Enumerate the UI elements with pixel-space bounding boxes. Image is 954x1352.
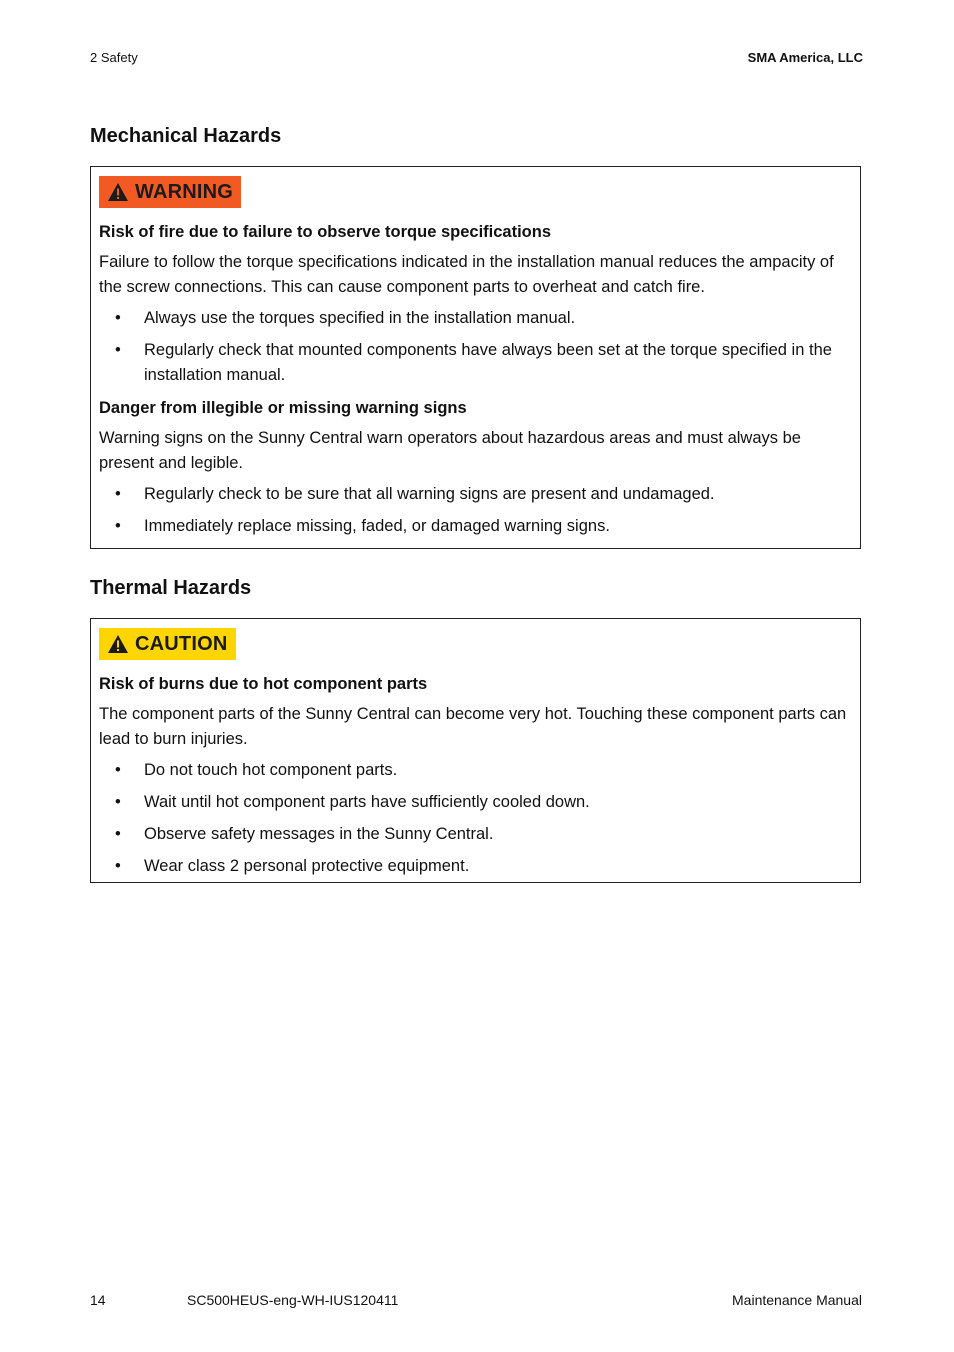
bullet-icon: • [115, 857, 121, 875]
hazard-heading-signs: Danger from illegible or missing warning signs [99, 399, 467, 417]
warning-triangle-icon [107, 182, 129, 202]
bullet-icon: • [115, 309, 121, 327]
caution-badge [99, 628, 236, 660]
bullet-icon: • [115, 761, 121, 779]
bullet-icon: • [115, 517, 121, 535]
bullet-icon: • [115, 793, 121, 811]
warning-badge [99, 176, 241, 208]
list-item: • Always use the torques specified in the installation manual. [99, 306, 852, 331]
hazard-list-burns [99, 758, 852, 879]
hazard-text-torque: Failure to follow the torque specifications indicated in the installation manual reduces the ampacity of the screw connections. This can cause component parts to overheat and catch fire. [99, 253, 834, 296]
caution-box [90, 618, 861, 883]
hazard-text-burns: The component parts of the Sunny Central can become very hot. Touching these component parts can lead to burn injuries. [99, 705, 847, 748]
warning-triangle-icon [107, 634, 129, 654]
list-item: • Do not touch hot component parts. [99, 758, 852, 783]
footer-doc-type: Maintenance Manual [732, 1292, 862, 1308]
section-title-mechanical: Mechanical Hazards [90, 125, 282, 147]
bullet-icon: • [115, 825, 121, 843]
list-item: • Regularly check to be sure that all warning signs are present and undamaged. [99, 482, 852, 507]
list-item: • Observe safety messages in the Sunny Central. [99, 822, 852, 847]
list-item: • Immediately replace missing, faded, or damaged warning signs. [99, 514, 852, 539]
header-company: SMA America, LLC [747, 50, 863, 65]
hazard-heading-burns: Risk of burns due to hot component parts [99, 675, 428, 693]
warning-badge-label: WARNING [135, 180, 234, 203]
caution-badge-label: CAUTION [135, 632, 228, 655]
list-item: • Regularly check that mounted components have always been set at the torque specified in the installation manual. [99, 338, 852, 388]
footer-page-number: 14 [90, 1292, 106, 1308]
hazard-list-torque [99, 306, 852, 388]
list-item: • Wear class 2 personal protective equipment. [99, 854, 852, 879]
hazard-list-signs [99, 482, 852, 539]
bullet-icon: • [115, 485, 121, 503]
list-item: • Wait until hot component parts have sufficiently cooled down. [99, 790, 852, 815]
bullet-icon: • [115, 341, 121, 359]
footer-doc-id: SC500HEUS-eng-WH-IUS120411 [187, 1292, 399, 1308]
warning-box [90, 166, 861, 549]
header-section: 2 Safety [90, 50, 138, 65]
section-title-thermal: Thermal Hazards [90, 577, 252, 599]
hazard-text-signs: Warning signs on the Sunny Central warn operators about hazardous areas and must always be present and legible. [99, 429, 801, 472]
hazard-heading-torque: Risk of fire due to failure to observe torque specifications [99, 223, 552, 241]
